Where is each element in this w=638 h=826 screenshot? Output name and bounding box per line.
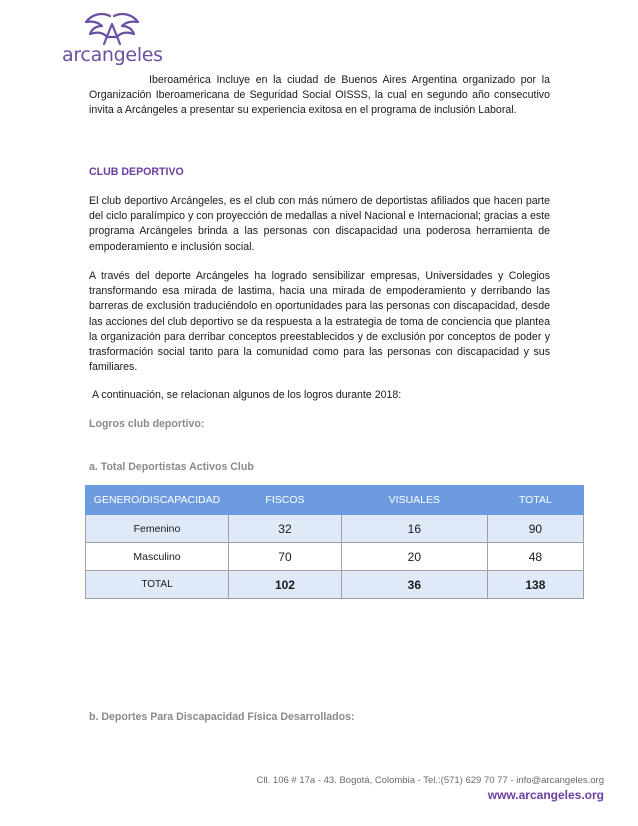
paragraph-logros-intro: A continuación, se relacionan algunos de los logros durante 2018:	[92, 389, 402, 401]
col-header-fiscos: FISCOS	[229, 486, 342, 515]
cell-total: 90	[487, 515, 583, 543]
cell-fiscos: 70	[229, 543, 342, 571]
paragraph-oisss: Iberoamérica Incluye en la ciudad de Buenos Aires Argentina organizado por la Organización Iberoamericana de Seguridad Social OISSS, la cual en segundo año consecutivo invita a Arcángeles a presentar su experiencia exitosa en el programa de inclusión Laboral.	[89, 74, 550, 117]
club-deportivo-heading: CLUB DEPORTIVO	[89, 166, 184, 178]
paragraph-deporte: A través del deporte Arcángeles ha logrado sensibilizar empresas, Universidades y Colegios transformando esa mirada de lastima, hacia una mirada de empoderamiento y derribando las barreras de exclusión traduciéndolo en oportunidades para las personas con discapacidad, desde las acciones del club deportivo se da respuesta a la estrategia de toma de conciencia que plantea la organización para derribar conceptos preestablecidos y de exclusión por conceptos de poder y trasformación social tanto para la comunidad como para las personas con discapacidad y sus familiares.	[89, 270, 550, 374]
col-header-total: TOTAL	[487, 486, 583, 515]
footer-website-link[interactable]: www.arcangeles.org	[487, 788, 604, 802]
col-header-genero: GENERO/DISCAPACIDAD	[86, 486, 229, 515]
row-label: Masculino	[86, 543, 229, 571]
total-label: TOTAL	[86, 571, 229, 599]
paragraph-club-intro: El club deportivo Arcángeles, es el club con más número de deportistas afiliados que hacen parte del ciclo paralímpico y con proyección de medallas a nivel Nacional e Internacional; gracias a este programa Arcángeles brinda a las personas con discapacidad una poderosa herramienta de empoderamiento e inclusión social.	[89, 195, 550, 253]
logros-heading: Logros club deportivo:	[89, 418, 205, 430]
table-total-row	[86, 571, 584, 599]
cell-visuales: 20	[341, 543, 487, 571]
cell-total: 48	[487, 543, 583, 571]
deportistas-table	[85, 485, 584, 599]
table-row	[86, 515, 584, 543]
footer-address: Cll. 106 # 17a - 43. Bogotá, Colombia - Tel.:(571) 629 70 77 - info@arcangeles.org	[256, 775, 604, 786]
total-total: 138	[487, 571, 583, 599]
section-b-heading: b. Deportes Para Discapacidad Física Desarrollados:	[89, 711, 355, 723]
table-header-row	[86, 486, 584, 515]
total-visuales: 36	[341, 571, 487, 599]
cell-visuales: 16	[341, 515, 487, 543]
total-fiscos: 102	[229, 571, 342, 599]
col-header-visuales: VISUALES	[341, 486, 487, 515]
row-label: Femenino	[86, 515, 229, 543]
logo-wordmark: arcangeles	[62, 44, 163, 66]
table-row	[86, 543, 584, 571]
section-a-heading: a. Total Deportistas Activos Club	[89, 461, 254, 473]
cell-fiscos: 32	[229, 515, 342, 543]
